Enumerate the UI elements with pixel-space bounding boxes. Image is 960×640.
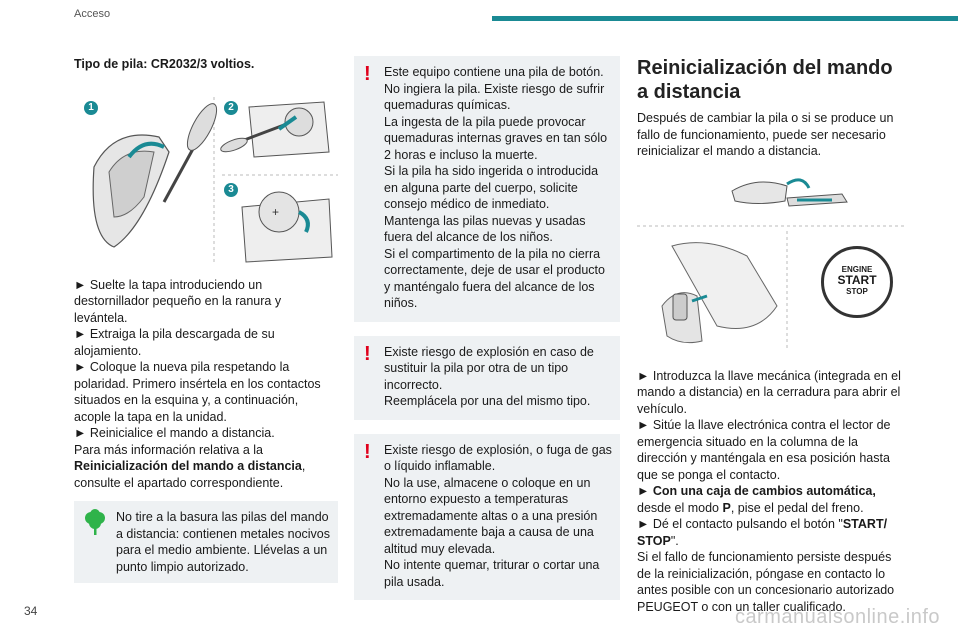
warning-icon: !: [364, 63, 371, 85]
engine-start-stop-button: [821, 246, 893, 318]
reset-step-3: [637, 483, 905, 516]
engine-button-label-start: START: [837, 272, 877, 287]
reset-step-4-b: ".: [670, 533, 679, 548]
gear-mode-p: P: [722, 500, 731, 515]
battery-replacement-figure: [74, 87, 338, 267]
column-1: [74, 56, 338, 597]
svg-text:+: +: [272, 204, 280, 219]
more-info-suffix: , consulte el apartado correspondiente.: [74, 459, 306, 490]
warning-text-explosion: Existe riesgo de explosión, o fuga de gas o líquido inflamable. No la use, almacene o coloque en un entorno expuesto a temperaturas extremadamente altas o a una presión extremadamente baja a causa de una altitud muy elevada. No intente quemar, triturar o cortar una pila usada.: [384, 442, 612, 589]
figure-step-badge-2: 2: [224, 101, 238, 115]
key-fob-illustration: [74, 87, 338, 267]
warning-box-explosion: [354, 434, 620, 601]
column-2: [354, 56, 620, 614]
figure-step-badge-1: 1: [84, 101, 98, 115]
remote-reset-figure: [637, 176, 905, 356]
reset-step-4: [637, 516, 905, 549]
warning-box-ingestion: [354, 56, 620, 322]
more-info-link-text: Reinicialización del mando a distancia: [74, 459, 302, 473]
warning-box-wrong-type: [354, 336, 620, 420]
reset-step-2: ► Sitúe la llave electrónica contra el lector de emergencia situado en la columna de la dirección y manténgala en esa posición hasta que se ponga el contacto.: [637, 418, 891, 482]
watermark-text: carmanualsonline.info: [734, 606, 940, 628]
step-1: ► Suelte la tapa introduciendo un destornillador pequeño en la ranura y levántela.: [74, 277, 282, 325]
warning-text-wrong-type: Existe riesgo de explosión en caso de sustituir la pila por otra de un tipo incorrecto. Reemplácela por una del mismo tipo.: [384, 344, 594, 408]
column-3: [637, 56, 905, 615]
reset-step-4-a: ► Dé el contacto pulsando el botón ": [637, 517, 843, 531]
more-info-prefix: Para más información relativa a la: [74, 442, 263, 457]
reset-step-3-bold: ► Con una caja de cambios automática,: [637, 484, 876, 498]
step-4: ► Reinicialice el mando a distancia.: [74, 426, 275, 440]
battery-type-heading: Tipo de pila: CR2032/3 voltios.: [74, 57, 255, 71]
intro-text: Después de cambiar la pila o si se produce un fallo de funcionamiento, puede ser necesario reinicializar el mando a distancia.: [637, 111, 894, 158]
section-title: Reinicialización del mando a distancia: [637, 57, 893, 103]
warning-icon: !: [364, 440, 371, 463]
reset-step-3-text-a: desde el modo: [637, 500, 723, 515]
header-section-title: Acceso: [74, 8, 111, 20]
engine-button-label-engine: ENGINE: [841, 264, 873, 274]
figure-step-badge-3: 3: [224, 183, 238, 197]
step-2: ► Extraiga la pila descargada de su alojamiento.: [74, 327, 275, 358]
warning-icon: !: [364, 342, 371, 365]
start-stop-label: START/ STOP: [637, 517, 888, 548]
eco-note-box: [74, 501, 338, 583]
page-number: 34: [24, 604, 38, 618]
header-accent-bar: [492, 16, 958, 21]
warning-text-ingestion: Este equipo contiene una pila de botón. No ingiera la pila. Existe riesgo de sufrir quemaduras químicas. La ingesta de la pila puede provocar quemaduras internas graves en tan sólo 2 horas e incluso la muerte. Si la pila ha sido ingerida o introducida en alguna parte del cuerpo, solicite consejo médico de inmediato. Mantenga las pilas nuevas y usadas fuera del alcance de los niños. Si el compartimento de la pila no cierra correctamente, deje de usar el producto y manténgalo fuera del alcance de los niños.: [384, 65, 608, 310]
more-info: [74, 442, 338, 492]
outro-text: Si el fallo de funcionamiento persiste después de la reinicialización, póngase en contacto lo antes posible con un concesionario autorizado PEUGEOT o con un taller cualificado.: [637, 550, 895, 614]
reset-step-1: ► Introduzca la llave mecánica (integrada en el mando a distancia) en la cerradura para abrir el vehículo.: [637, 368, 901, 416]
eco-note-text: No tire a la basura las pilas del mando a distancia: contienen metales nocivos para el medio ambiente. Llévelas a un punto limpio autorizado.: [116, 510, 331, 574]
engine-button-label-stop: STOP: [846, 286, 868, 296]
recycle-tree-icon: [84, 509, 106, 537]
reset-step-3-text-b: , pise el pedal del freno.: [730, 500, 864, 515]
step-3: ► Coloque la nueva pila respetando la polaridad. Primero insértela en los contactos situados en la esquina y, a continuación, acople la tapa en la unidad.: [74, 360, 321, 424]
